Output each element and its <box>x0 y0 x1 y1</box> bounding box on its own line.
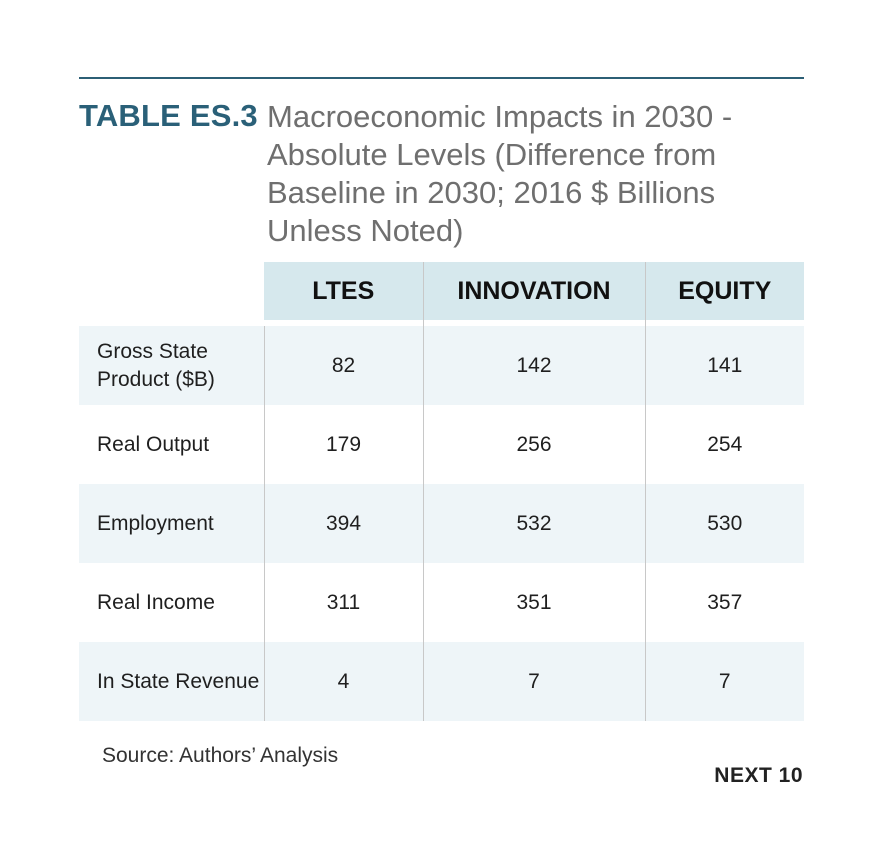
cell-innovation: 351 <box>423 563 645 642</box>
cell-equity: 7 <box>645 642 804 721</box>
row-label: In State Revenue <box>79 642 264 721</box>
table-row <box>79 326 804 405</box>
table-row <box>79 642 804 721</box>
cell-ltes: 82 <box>264 326 423 405</box>
row-label: Employment <box>79 484 264 563</box>
row-label: Real Output <box>79 405 264 484</box>
cell-innovation: 142 <box>423 326 645 405</box>
cell-equity: 254 <box>707 432 743 456</box>
table-label: TABLE ES.3 <box>79 98 258 133</box>
table-row <box>79 484 804 563</box>
cell-equity: 530 <box>645 484 804 563</box>
row-label: Real Income <box>79 563 264 642</box>
cell-ltes: 179 <box>264 405 423 484</box>
cell-equity: 357 <box>707 590 743 614</box>
cell-equity: 141 <box>645 326 804 405</box>
top-rule <box>79 77 804 79</box>
impacts-table <box>79 262 804 721</box>
source-note: Source: Authors’ Analysis <box>102 744 339 767</box>
cell-innovation: 532 <box>423 484 645 563</box>
table-row <box>79 563 804 642</box>
row-label: Gross State Product ($B) <box>79 326 264 405</box>
cell-ltes: 311 <box>264 563 423 642</box>
table-row <box>79 405 804 484</box>
cell-ltes: 394 <box>264 484 423 563</box>
column-header-innovation: INNOVATION <box>423 262 645 320</box>
table-title: Macroeconomic Impacts in 2030 - Absolute Levels (Difference from Baseline in 2030; 2016 $ Billions Unless Noted) <box>267 99 733 248</box>
column-header-equity: EQUITY <box>645 262 804 320</box>
table-header-row <box>79 262 804 320</box>
column-header-blank <box>79 262 264 320</box>
cell-innovation: 256 <box>423 405 645 484</box>
brand-logo-text: NEXT 10 <box>714 764 803 787</box>
cell-ltes: 4 <box>264 642 423 721</box>
cell-innovation: 7 <box>423 642 645 721</box>
column-header-ltes: LTES <box>264 262 423 320</box>
